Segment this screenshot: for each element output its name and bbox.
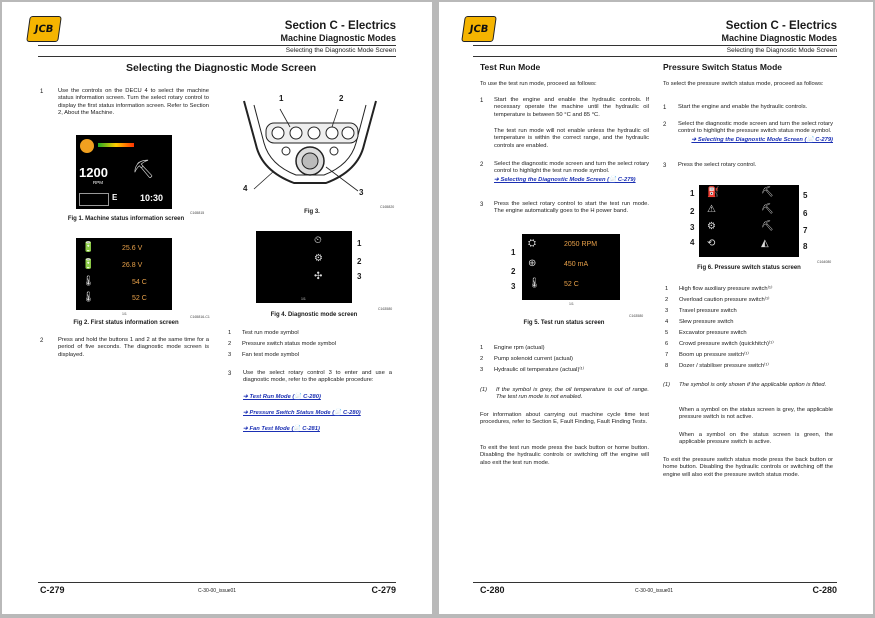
- pressure-switch-icon: ⚙: [314, 253, 323, 264]
- crowd-icon: ⛏: [761, 204, 774, 215]
- step-number: 3: [228, 371, 232, 377]
- jcb-logo: JCB: [26, 16, 62, 42]
- callout-7: 7: [803, 226, 808, 235]
- coolant-temp-icon: 🌡: [82, 276, 95, 287]
- callout-3: 3: [690, 223, 695, 232]
- step-text: Use the select rotary control 3 to enter and use a diagnostic mode, refer to the applicable procedure:: [243, 370, 392, 384]
- step-number: 3: [480, 202, 484, 208]
- item-text: Engine rpm (actual): [494, 345, 545, 351]
- item-number: 2: [480, 356, 484, 362]
- item-number: 3: [665, 308, 669, 314]
- figure-code: C163580: [629, 314, 644, 318]
- grey-symbol-text: When a symbol on the status screen is grey, the applicable pressure switch is not active.: [679, 407, 833, 421]
- figure-caption: Fig 1. Machine status information screen: [67, 216, 185, 222]
- boom-up-icon: ⛏: [761, 221, 774, 232]
- status-value: 25.6 V: [122, 245, 143, 252]
- item-text: Fan test mode symbol: [242, 352, 300, 358]
- footnote-mark: (1): [480, 387, 488, 393]
- intro-text: To select the pressure switch status mode, proceed as follows:: [663, 81, 824, 87]
- list-item: [665, 363, 769, 370]
- rev-bar: [98, 143, 134, 147]
- step-text: Press and hold the buttons 1 and 2 at the same time for a period of five seconds. The diagnostic mode screen is displayed.: [58, 337, 209, 358]
- list-item: [480, 345, 545, 352]
- item-text: Travel pressure switch: [679, 308, 737, 314]
- footnote-mark: (1): [663, 382, 671, 388]
- list-item: [665, 319, 733, 326]
- figure-code: C165820: [380, 205, 395, 209]
- list-item: [480, 367, 584, 374]
- oil-temp-icon: 🌡: [528, 278, 541, 289]
- page-indicator: 1/1: [301, 297, 306, 301]
- item-text: Boom up pressure switch⁽¹⁾: [679, 352, 749, 358]
- list-item: [665, 352, 749, 359]
- page-number: C-279: [40, 585, 65, 595]
- callout-4: 4: [243, 184, 248, 193]
- figure-code: C165815: [190, 211, 205, 215]
- link-fan-test-mode[interactable]: ➔ Fan Test Mode (📄 C-281): [243, 426, 320, 432]
- left-page: [2, 2, 432, 614]
- document-id: C-30-00_issue01: [198, 588, 237, 594]
- list-item: [228, 341, 336, 348]
- excavator-icon: ⛏: [761, 187, 774, 198]
- header-rule-2: [473, 56, 837, 57]
- item-text: Slew pressure switch: [679, 319, 734, 325]
- item-number: 7: [665, 352, 669, 358]
- step-number: 3: [663, 163, 667, 169]
- status-value: 52 C: [564, 281, 579, 288]
- pressure-switch-heading: Pressure Switch Status Mode: [663, 62, 783, 72]
- oil-temp-icon: 🌡: [82, 292, 95, 303]
- figure-code: C163580: [378, 307, 393, 311]
- item-number: 1: [665, 286, 669, 292]
- callout-2: 2: [690, 207, 695, 216]
- item-number: 1: [480, 345, 484, 351]
- footer-rule: [38, 582, 396, 583]
- callout-1: 1: [690, 189, 695, 198]
- callout-3: 3: [511, 282, 516, 291]
- item-text: Overload caution pressure switch⁽¹⁾: [679, 297, 770, 303]
- callout-2: 2: [339, 94, 344, 103]
- step-text: Select the diagnostic mode screen and turn the select rotary control to highlight the test run mode symbol.: [494, 161, 649, 175]
- page-heading: Selecting the Diagnostic Mode Screen: [126, 62, 317, 74]
- item-text: Dozer / stabiliser pressure switch⁽¹⁾: [679, 363, 769, 369]
- battery-icon: 🔋: [82, 242, 95, 253]
- item-number: 3: [480, 367, 484, 373]
- exit-text: To exit the test run mode press the back button or home button. Disabling the hydraulic controls or switching off the engine will also exit the test run mode.: [480, 445, 649, 466]
- figure-caption: Fig 3.: [304, 209, 320, 215]
- pressure-switch-status-screen: [699, 185, 799, 257]
- fuel-gauge-icon: [80, 139, 94, 153]
- item-text: Crowd pressure switch (quickhitch)⁽¹⁾: [679, 341, 774, 347]
- step-number: 2: [663, 122, 667, 128]
- link-pressure-switch-mode[interactable]: ➔ Pressure Switch Status Mode (📄 C-280): [243, 410, 361, 416]
- item-number: 1: [228, 330, 232, 336]
- slew-icon: ⟲: [707, 238, 716, 249]
- callout-5: 5: [803, 191, 808, 200]
- list-item: [665, 308, 737, 315]
- breadcrumb: Selecting the Diagnostic Mode Screen: [285, 47, 396, 54]
- step-number: 1: [480, 98, 484, 104]
- figure-caption: Fig 2. First status information screen: [73, 320, 179, 326]
- footnote-text: The symbol is only shown if the applicable option is fitted.: [679, 382, 827, 388]
- list-item: [228, 330, 299, 337]
- section-title: Section C - Electrics: [284, 20, 396, 32]
- step-text: Use the controls on the DECU 4 to select the machine status information screen. Turn the select rotary control to display the first status information screen. Refer to Section 2, About the Machine.: [58, 88, 209, 117]
- battery-icon: 🔋: [82, 259, 95, 270]
- item-text: Pump solenoid current (actual): [494, 356, 573, 362]
- rpm-unit: RPM: [93, 180, 103, 185]
- travel-icon: ⚙: [707, 221, 716, 232]
- page-number: C-279: [371, 585, 396, 595]
- callout-2: 2: [357, 257, 362, 266]
- engine-rpm: 1200: [79, 165, 108, 180]
- list-item: [665, 297, 769, 304]
- right-page: [439, 2, 873, 614]
- jcb-logo: JCB: [461, 16, 497, 42]
- callout-1: 1: [511, 248, 516, 257]
- list-item: [665, 341, 774, 348]
- clock: 10:30: [140, 193, 164, 203]
- callout-1: 1: [279, 94, 284, 103]
- test-run-heading: Test Run Mode: [480, 62, 541, 72]
- callout-3: 3: [359, 188, 364, 197]
- footer-rule: [473, 582, 837, 583]
- step-number: 1: [40, 89, 44, 95]
- figure-caption: Fig 6. Pressure switch status screen: [697, 265, 801, 271]
- status-value: 54 C: [132, 279, 147, 286]
- pump-icon: ⊕: [528, 258, 537, 269]
- callout-4: 4: [690, 238, 695, 247]
- excavator-icon: ⛏: [132, 159, 155, 180]
- header-rule-2: [38, 56, 396, 57]
- step-text: Press the select rotary control to start the test run mode. The engine automatically goes to the H power band.: [494, 201, 649, 215]
- page-indicator: 1/1: [569, 302, 574, 306]
- callout-8: 8: [803, 242, 808, 251]
- page-number: C-280: [480, 585, 505, 595]
- section-title: Section C - Electrics: [725, 20, 837, 32]
- status-value: 26.8 V: [122, 262, 143, 269]
- item-number: 2: [665, 297, 669, 303]
- figure-caption: Fig 5. Test run status screen: [523, 320, 605, 326]
- figure-code: C165816-C1: [190, 315, 210, 319]
- power-mode: E: [112, 193, 118, 202]
- item-text: Pressure switch status mode symbol: [242, 341, 337, 347]
- page-number: C-280: [812, 585, 837, 595]
- step-text: Press the select rotary control.: [678, 162, 757, 168]
- header-rule: [473, 45, 837, 46]
- step-note: The test run mode will not enable unless the hydraulic oil temperature is within the correct range, and the hydraulic controls are enabled.: [494, 128, 649, 149]
- overload-icon: ⚠: [707, 204, 716, 215]
- item-number: 4: [665, 319, 669, 325]
- link-test-run-mode[interactable]: ➔ Test Run Mode (📄 C-280): [243, 394, 321, 400]
- item-text: Excavator pressure switch: [679, 330, 747, 336]
- diagnostic-mode-screen: [256, 231, 352, 303]
- item-number: 2: [228, 341, 232, 347]
- header-rule: [38, 45, 396, 46]
- footnote-text: If the symbol is grey, the oil temperature is out of range. The test run mode is not enabled.: [496, 387, 649, 401]
- list-item: [228, 352, 299, 359]
- step-number: 1: [663, 105, 667, 111]
- test-run-status-screen: [522, 234, 620, 300]
- step-text: Start the engine and enable the hydraulic controls.: [678, 104, 808, 110]
- breadcrumb: Selecting the Diagnostic Mode Screen: [726, 47, 837, 54]
- step-text: Start the engine and enable the hydraulic controls. If necessary operate the machine until the hydraulic oil temperature is between 50 °C and 85 °C.: [494, 97, 649, 118]
- page-indicator: 1/1: [122, 312, 127, 316]
- item-text: Test run mode symbol: [242, 330, 299, 336]
- document-id: C-30-00_issue01: [635, 588, 674, 594]
- test-run-icon: ⏲: [314, 235, 322, 246]
- list-item: [480, 356, 573, 363]
- status-value: 450 mA: [564, 261, 589, 268]
- item-number: 3: [228, 352, 232, 358]
- callout-3: 3: [357, 272, 362, 281]
- figure-code: C164080: [817, 260, 832, 264]
- step-text: Select the diagnostic mode screen and turn the select rotary control to highlight the pressure switch status mode symbol.: [678, 121, 833, 135]
- green-symbol-text: When a symbol on the status screen is green, the applicable pressure switch is active.: [679, 432, 833, 446]
- item-text: Hydraulic oil temperature (actual)⁽¹⁾: [494, 367, 585, 373]
- step-number: 2: [40, 338, 44, 344]
- figure-caption: Fig 4. Diagnostic mode screen: [270, 312, 358, 318]
- item-number: 6: [665, 341, 669, 347]
- item-number: 8: [665, 363, 669, 369]
- item-text: High flow auxiliary pressure switch⁽¹⁾: [679, 286, 773, 292]
- status-value: 2050 RPM: [564, 241, 598, 248]
- callout-2: 2: [511, 267, 516, 276]
- exit-text: To exit the pressure switch status mode press the back button or home button. Disabling the hydraulic controls or switching off the engine will also exit the pressure switch status mode.: [663, 457, 833, 478]
- list-item: [665, 286, 772, 293]
- step-number: 2: [480, 162, 484, 168]
- high-flow-icon: ⛽: [707, 187, 720, 198]
- info-text: For information about carrying out machine cycle time test procedures, refer to Section E, Fault Finding, Fault Finding Tests.: [480, 412, 649, 426]
- fan-icon: ✣: [314, 271, 323, 282]
- subsection-title: Machine Diagnostic Modes: [280, 33, 396, 43]
- subsection-title: Machine Diagnostic Modes: [721, 33, 837, 43]
- first-status-screen: [76, 238, 172, 310]
- callout-6: 6: [803, 209, 808, 218]
- callout-1: 1: [357, 239, 362, 248]
- engine-icon: ⛭: [528, 238, 536, 249]
- intro-text: To use the test run mode, proceed as follows:: [480, 81, 597, 87]
- item-number: 5: [665, 330, 669, 336]
- status-value: 52 C: [132, 295, 147, 302]
- list-item: [665, 330, 747, 337]
- dozer-icon: ◭: [761, 238, 769, 249]
- mode-indicator: [79, 193, 109, 206]
- machine-status-screen: [76, 135, 172, 209]
- link-selecting-diagnostic-mode[interactable]: ➔ Selecting the Diagnostic Mode Screen (📄 C-279): [494, 177, 636, 183]
- link-selecting-diagnostic-mode[interactable]: ➔ Selecting the Diagnostic Mode Screen (📄 C-279): [691, 137, 833, 143]
